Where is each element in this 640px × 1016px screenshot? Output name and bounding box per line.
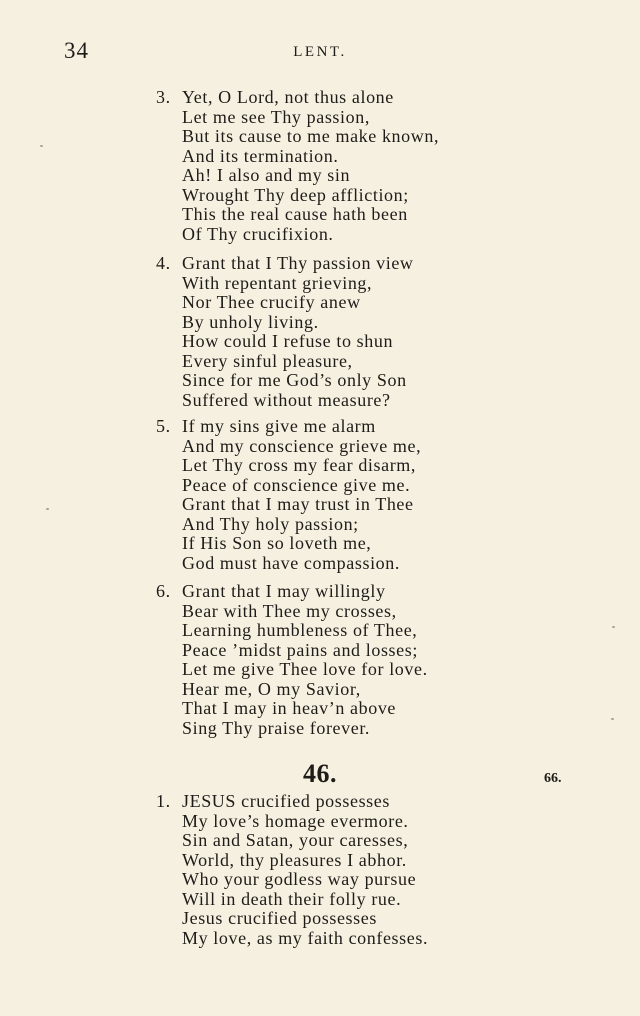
stanza-line-text: If my sins give me alarm (182, 416, 376, 436)
stanza-line: And its termination. (182, 145, 339, 166)
stanza-line (156, 88, 576, 108)
stanza-3 (156, 88, 576, 244)
stanza-line: Wrought Thy deep affliction; (182, 184, 409, 205)
stanza-line: Who your godless way pursue (182, 869, 417, 889)
stanza-line (156, 582, 576, 602)
stanza-line-text: Grant that I may willingly (182, 581, 386, 601)
stanza-line-text: JESUS crucified possesses (182, 791, 390, 811)
stanza-line: Peace ’midst pains and losses; (182, 639, 418, 660)
stanza-line: By unholy living. (182, 311, 319, 332)
stanza-line: Of Thy crucifixion. (182, 223, 334, 244)
stanza-line: Jesus crucified possesses (182, 908, 377, 928)
stanza-line: And my conscience grieve me, (182, 435, 422, 456)
stanza-line: God must have compassion. (182, 552, 400, 573)
stanza-line: But its cause to me make known, (182, 126, 440, 146)
stanza-line: My love’s homage evermore. (182, 810, 409, 831)
stanza-line: Peace of conscience give me. (182, 474, 411, 495)
stanza-line: Let me give Thee love for love. (182, 659, 428, 679)
stanza-line: This the real cause hath been (182, 204, 408, 224)
stanza-line: Grant that I may trust in Thee (182, 494, 414, 514)
stanza-line-text: Grant that I Thy passion view (182, 253, 414, 273)
paper-speck (612, 626, 615, 628)
tune-reference: 66. (544, 771, 562, 786)
stanza-line: Will in death their folly rue. (182, 888, 402, 909)
stanza-line: Sing Thy praise forever. (182, 717, 371, 738)
stanza-line: Nor Thee crucify anew (182, 292, 361, 312)
stanza-5 (156, 417, 576, 573)
stanza-line: Let me see Thy passion, (182, 106, 370, 127)
page-number: 34 (64, 38, 89, 63)
paper-speck (611, 718, 614, 720)
stanza-line: Bear with Thee my crosses, (182, 600, 397, 621)
stanza-line: My love, as my faith confesses. (182, 927, 429, 948)
stanza-line: Suffered without measure? (182, 389, 391, 410)
paper-speck (46, 508, 49, 510)
stanza-line: And Thy holy passion; (182, 513, 359, 534)
stanza-line: Ah! I also and my sin (182, 165, 351, 185)
stanza-line: Since for me God’s only Son (182, 370, 407, 390)
hymn-number: 46. (303, 759, 337, 788)
stanza-line: If His Son so loveth me, (182, 533, 372, 553)
stanza-line-text: Yet, O Lord, not thus alone (182, 87, 394, 107)
stanza-line (156, 792, 576, 812)
stanza-number: 6. (156, 581, 171, 601)
page-header (0, 38, 640, 68)
stanza-number: 5. (156, 416, 171, 436)
stanza-line (156, 254, 576, 274)
running-title: LENT. (293, 44, 347, 60)
stanza-line: Let Thy cross my fear disarm, (182, 455, 417, 475)
stanza-line: How could I refuse to shun (182, 331, 394, 351)
stanza-line: Every sinful pleasure, (182, 350, 353, 371)
stanza-number: 4. (156, 253, 171, 273)
paper-speck (40, 145, 43, 147)
stanza-line (156, 417, 576, 437)
stanza-line: That I may in heav’n above (182, 698, 397, 718)
hymn-46-stanza-1 (156, 792, 576, 948)
stanza-line: With repentant grieving, (182, 272, 373, 293)
stanza-4 (156, 254, 576, 410)
stanza-6 (156, 582, 576, 738)
stanza-number: 3. (156, 87, 171, 107)
stanza-number: 1. (156, 791, 171, 811)
stanza-line: Learning humbleness of Thee, (182, 620, 418, 640)
stanza-line: Sin and Satan, your caresses, (182, 830, 409, 850)
stanza-line: Hear me, O my Savior, (182, 678, 361, 699)
stanza-line: World, thy pleasures I abhor. (182, 849, 407, 870)
